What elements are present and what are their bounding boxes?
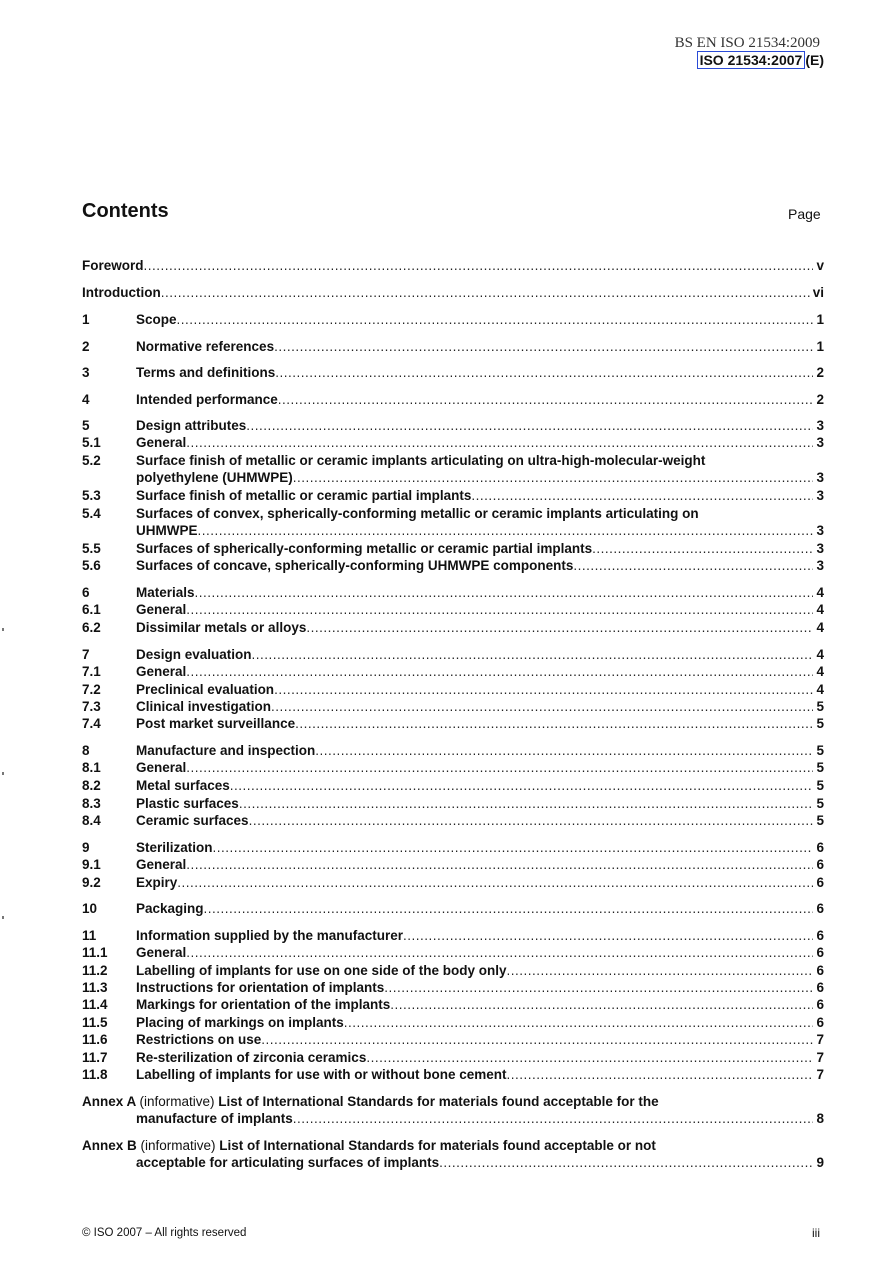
toc-entry-title: Surfaces of spherically-conforming metallic or ceramic partial implants <box>136 541 593 556</box>
dot-leader <box>471 487 813 504</box>
toc-entry-title: Preclinical evaluation <box>136 682 275 697</box>
dot-leader <box>252 646 814 663</box>
toc-entry-number: 5 <box>82 418 90 433</box>
toc-entry-number: 11.6 <box>82 1032 108 1047</box>
annex-informative-note: (informative) <box>139 1094 219 1109</box>
toc-entry-page: 4 <box>816 647 824 662</box>
toc-entry-title: Restrictions on use <box>136 1032 262 1047</box>
toc-entry-number: 8.4 <box>82 813 101 828</box>
toc-entry-number: 10 <box>82 901 98 916</box>
dot-leader <box>439 1154 813 1171</box>
toc-entry-page: 4 <box>816 664 824 679</box>
iso-standard-number <box>697 52 824 68</box>
toc-entry-page: 4 <box>816 585 824 600</box>
toc-entry-number: 5.1 <box>82 435 101 450</box>
dot-leader <box>186 434 813 451</box>
toc-entry-number: 5.2 <box>82 453 101 468</box>
toc-entry-number: 1 <box>82 312 90 327</box>
toc-entry-number: 7.1 <box>82 664 101 679</box>
toc-entry-number: 5.3 <box>82 488 101 503</box>
toc-entry-number: 9.2 <box>82 875 101 890</box>
toc-entry-page: 3 <box>816 435 824 450</box>
toc-entry-title: General <box>136 945 187 960</box>
dot-leader <box>275 364 813 381</box>
dot-leader <box>161 284 810 301</box>
toc-entry-page: 9 <box>816 1155 824 1170</box>
toc-entry-title: Annex A (informative) List of International Standards for materials found acceptable for the <box>82 1094 659 1109</box>
toc-entry-number: 8.2 <box>82 778 101 793</box>
toc-entry-page: 7 <box>816 1032 824 1047</box>
margin-mark <box>2 916 4 919</box>
toc-entry-page: vi <box>812 285 824 300</box>
dot-leader <box>274 338 813 355</box>
dot-leader <box>186 601 813 618</box>
dot-leader <box>306 619 813 636</box>
toc-entry-page: 6 <box>816 928 824 943</box>
toc-entry-page: 5 <box>816 813 824 828</box>
toc-entry-title: Design attributes <box>136 418 247 433</box>
toc-entry-page: 3 <box>816 523 824 538</box>
toc-entry-page: 6 <box>816 980 824 995</box>
toc-entry-page: 6 <box>816 963 824 978</box>
toc-entry-page: 5 <box>816 778 824 793</box>
dot-leader <box>274 681 813 698</box>
toc-entry-page: 6 <box>816 1015 824 1030</box>
toc-entry-number: 2 <box>82 339 90 354</box>
toc-entry-title: Intended performance <box>136 392 278 407</box>
toc-entry-title: Foreword <box>82 258 144 273</box>
toc-entry-title: General <box>136 435 187 450</box>
dot-leader <box>249 812 814 829</box>
toc-entry-number: 8 <box>82 743 90 758</box>
toc-entry-title: Information supplied by the manufacturer <box>136 928 404 943</box>
dot-leader <box>507 962 814 979</box>
toc-entry-title: Surface finish of metallic or ceramic implants articulating on ultra-high-molecular-weight <box>136 453 706 468</box>
toc-entry-title: Annex B (informative) List of International Standards for materials found acceptable or not <box>82 1138 656 1153</box>
dot-leader <box>295 715 813 732</box>
toc-entry-title: Post market surveillance <box>136 716 296 731</box>
toc-entry-title: Design evaluation <box>136 647 252 662</box>
annex-label: Annex A <box>82 1094 140 1109</box>
toc-entry-title: Surfaces of convex, spherically-conforming metallic or ceramic implants articulating on <box>136 506 699 521</box>
copyright-notice: © ISO 2007 – All rights reserved <box>82 1227 247 1239</box>
margin-mark <box>2 772 4 775</box>
toc-entry-number: 11.2 <box>82 963 108 978</box>
toc-entry-title: acceptable for articulating surfaces of implants <box>136 1155 440 1170</box>
toc-entry-title: Dissimilar metals or alloys <box>136 620 307 635</box>
toc-entry-number: 11.8 <box>82 1067 108 1082</box>
iso-suffix: (E) <box>805 52 824 68</box>
dot-leader <box>278 391 814 408</box>
toc-entry-number: 11.5 <box>82 1015 108 1030</box>
toc-entry-title: General <box>136 760 187 775</box>
toc-entry-number: 7.4 <box>82 716 101 731</box>
toc-entry-number: 9.1 <box>82 857 101 872</box>
toc-entry-number: 8.3 <box>82 796 101 811</box>
toc-entry-page: 1 <box>816 339 824 354</box>
toc-entry-title: Ceramic surfaces <box>136 813 249 828</box>
toc-entry-title: Terms and definitions <box>136 365 276 380</box>
toc-entry-number: 6.2 <box>82 620 101 635</box>
toc-entry-page: 7 <box>816 1050 824 1065</box>
toc-entry-page: 7 <box>816 1067 824 1082</box>
toc-entry-title: Re-sterilization of zirconia ceramics <box>136 1050 367 1065</box>
toc-entry-number: 4 <box>82 392 90 407</box>
dot-leader <box>239 795 814 812</box>
bs-standard-number: BS EN ISO 21534:2009 <box>674 35 820 51</box>
toc-entry-page: 5 <box>816 743 824 758</box>
toc-entry-title: Normative references <box>136 339 275 354</box>
dot-leader <box>366 1049 813 1066</box>
toc-entry-title: General <box>136 857 187 872</box>
margin-mark <box>2 628 4 631</box>
toc-entry-title: Manufacture and inspection <box>136 743 316 758</box>
toc-entry-title: Surfaces of concave, spherically-conforming UHMWPE components <box>136 558 574 573</box>
dot-leader <box>344 1014 814 1031</box>
toc-entry-page: v <box>816 258 824 273</box>
toc-entry-page: 2 <box>816 365 824 380</box>
dot-leader <box>293 469 814 486</box>
dot-leader <box>293 1110 814 1127</box>
dot-leader <box>186 759 813 776</box>
toc-entry-page: 6 <box>816 997 824 1012</box>
dot-leader <box>246 417 813 434</box>
toc-entry-title: Sterilization <box>136 840 213 855</box>
page-column-label: Page <box>788 206 821 222</box>
toc-entry-number: 5.6 <box>82 558 101 573</box>
toc-entry-title: Materials <box>136 585 195 600</box>
toc-entry-page: 6 <box>816 901 824 916</box>
toc-entry-page: 6 <box>816 840 824 855</box>
toc-entry-title: Metal surfaces <box>136 778 230 793</box>
toc-entry-page: 3 <box>816 418 824 433</box>
toc-entry-number: 9 <box>82 840 90 855</box>
toc-entry-page: 2 <box>816 392 824 407</box>
toc-entry-number: 6.1 <box>82 602 101 617</box>
toc-entry-title: Clinical investigation <box>136 699 272 714</box>
toc-entry-number: 11.1 <box>82 945 108 960</box>
toc-entry-title: Scope <box>136 312 177 327</box>
toc-entry-page: 6 <box>816 875 824 890</box>
dot-leader <box>195 584 814 601</box>
dot-leader <box>177 874 813 891</box>
page-title: Contents <box>82 200 169 222</box>
toc-entry-number: 11.4 <box>82 997 108 1012</box>
dot-leader <box>315 742 813 759</box>
toc-entry-number: 11.7 <box>82 1050 108 1065</box>
toc-entry-title: Placing of markings on implants <box>136 1015 344 1030</box>
toc-entry-title: Introduction <box>82 285 161 300</box>
toc-entry-page: 3 <box>816 488 824 503</box>
toc-entry-title: General <box>136 664 187 679</box>
toc-entry-page: 3 <box>816 541 824 556</box>
dot-leader <box>403 927 813 944</box>
toc-entry-number: 5.5 <box>82 541 101 556</box>
dot-leader <box>186 856 813 873</box>
toc-entry-title: Markings for orientation of the implants <box>136 997 391 1012</box>
dot-leader <box>198 522 814 539</box>
toc-entry-page: 8 <box>816 1111 824 1126</box>
toc-entry-number: 7 <box>82 647 90 662</box>
toc-entry-title: Packaging <box>136 901 204 916</box>
dot-leader <box>177 311 814 328</box>
toc-entry-page: 6 <box>816 857 824 872</box>
toc-entry-title: Plastic surfaces <box>136 796 239 811</box>
toc-entry-number: 7.2 <box>82 682 101 697</box>
toc-entry-title: General <box>136 602 187 617</box>
toc-entry-title: manufacture of implants <box>136 1111 293 1126</box>
toc-entry-page: 4 <box>816 602 824 617</box>
toc-entry-title: Expiry <box>136 875 178 890</box>
toc-entry-number: 7.3 <box>82 699 101 714</box>
toc-entry-number: 6 <box>82 585 90 600</box>
toc-entry-page: 5 <box>816 716 824 731</box>
dot-leader <box>384 979 813 996</box>
dot-leader <box>390 996 813 1013</box>
dot-leader <box>573 557 813 574</box>
toc-entry-title: Surface finish of metallic or ceramic partial implants <box>136 488 472 503</box>
dot-leader <box>204 900 814 917</box>
toc-entry-title: Labelling of implants for use on one side of the body only <box>136 963 507 978</box>
toc-entry-page: 4 <box>816 682 824 697</box>
toc-entry-title: polyethylene (UHMWPE) <box>136 470 293 485</box>
toc-entry-title: Labelling of implants for use with or without bone cement <box>136 1067 507 1082</box>
toc-entry-page: 5 <box>816 699 824 714</box>
toc-entry-title: Instructions for orientation of implants <box>136 980 385 995</box>
toc-entry-page: 4 <box>816 620 824 635</box>
toc-entry-number: 11.3 <box>82 980 108 995</box>
dot-leader <box>507 1066 814 1083</box>
toc-entry-number: 11 <box>82 928 97 943</box>
toc-entry-page: 3 <box>816 470 824 485</box>
dot-leader <box>213 839 814 856</box>
toc-entry-number: 3 <box>82 365 90 380</box>
toc-entry-title: UHMWPE <box>136 523 198 538</box>
dot-leader <box>186 663 813 680</box>
dot-leader <box>144 257 814 274</box>
dot-leader <box>592 540 813 557</box>
dot-leader <box>230 777 814 794</box>
toc-entry-page: 5 <box>816 760 824 775</box>
toc-entry-number: 8.1 <box>82 760 101 775</box>
dot-leader <box>271 698 813 715</box>
toc-entry-number: 5.4 <box>82 506 101 521</box>
page-number: iii <box>812 1226 820 1240</box>
toc-entry-page: 5 <box>816 796 824 811</box>
annex-label: Annex B <box>82 1138 141 1153</box>
toc-entry-page: 3 <box>816 558 824 573</box>
toc-entry-page: 1 <box>816 312 824 327</box>
iso-standard-link[interactable]: ISO 21534:2007 <box>697 51 806 69</box>
dot-leader <box>186 944 813 961</box>
annex-informative-note: (informative) <box>140 1138 220 1153</box>
dot-leader <box>261 1031 813 1048</box>
toc-entry-page: 6 <box>816 945 824 960</box>
